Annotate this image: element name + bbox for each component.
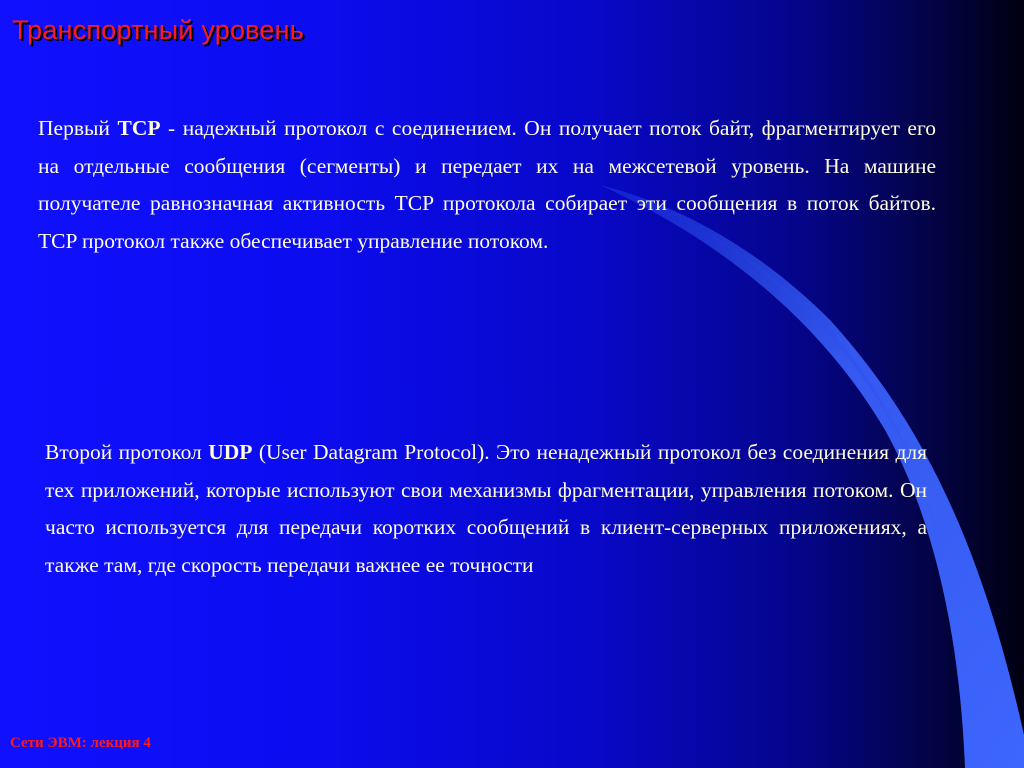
tcp-prefix: Первый [38,116,118,140]
tcp-text: - надежный протокол с соединением. Он получает поток байт, фрагментирует его на отдельные сообщения (сегменты) и передает их на межсетевой уровень. На машине получателе равнозначная активность TCP протокола собирает эти сообщения в поток байтов. TCP протокол также обеспечивает управление потоком. [38,116,936,253]
udp-keyword: UDP [208,440,253,464]
slide-title: Транспортный уровень [12,15,305,45]
tcp-keyword: TCP [117,116,161,140]
tcp-paragraph [38,110,936,260]
udp-paragraph [45,434,927,584]
slide-footer: Сети ЭВМ: лекция 4 [10,735,151,751]
udp-text: (User Datagram Protocol). Это ненадежный протокол без соединения для тех приложений, которые используют свои механизмы фрагментации, управления потоком. Он часто используется для передачи коротких сообщений в клиент-серверных приложениях, а также там, где скорость передачи важнее ее точности [45,440,928,577]
udp-prefix: Второй протокол [45,440,209,464]
